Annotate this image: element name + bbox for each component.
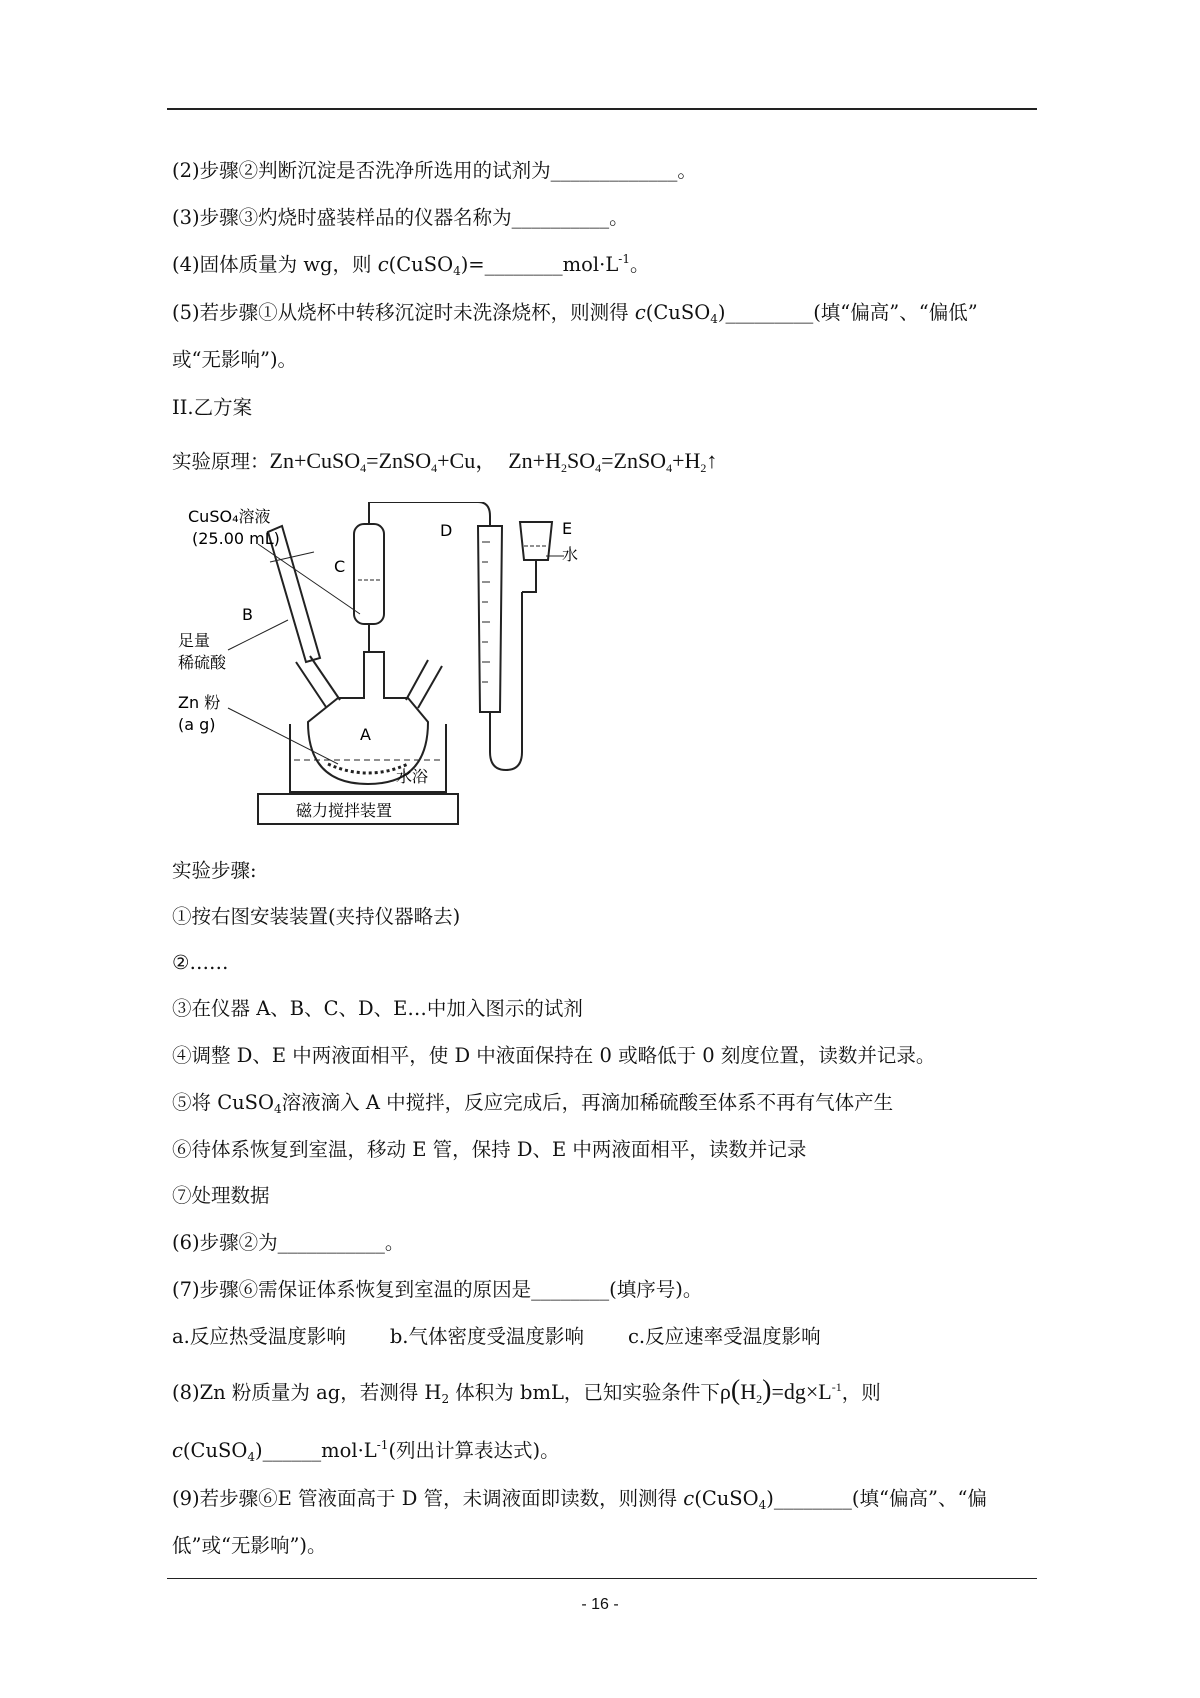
zn-label: Zn 粉 bbox=[178, 693, 221, 712]
option-a: a.反应热受温度影响 bbox=[172, 1325, 346, 1348]
acid-label-1: 足量 bbox=[178, 631, 211, 650]
question-8-cont: $c(CuSO_4)\_\_\_\_\_\_mol\cdot L^{-1}$(列出计算表达式)。 bbox=[172, 1438, 560, 1464]
header-rule bbox=[167, 108, 1037, 110]
step-5: ⑤将 CuSO$_4$溶液滴入 A 中搅拌，反应完成后，再滴加稀硫酸至体系不再有气体产生 bbox=[172, 1091, 894, 1116]
bath-label: 水浴 bbox=[396, 767, 429, 786]
label-b: B bbox=[242, 605, 253, 624]
label-a: A bbox=[360, 725, 371, 744]
step-6: ⑥待体系恢复到室温，移动 E 管，保持 D、E 中两液面相平，读数并记录 bbox=[172, 1138, 807, 1161]
label-e: E bbox=[562, 519, 573, 538]
question-3: (3)步骤③灼烧时盛装样品的仪器名称为__________。 bbox=[172, 206, 629, 229]
principle: 实验原理：Zn+CuSO$_4$=ZnSO$_4$+Cu， $Zn+H_2SO_4=ZnSO_4+H_2↑$ bbox=[172, 448, 718, 475]
label-c: C bbox=[334, 557, 346, 576]
step-1: ①按右图安装装置(夹持仪器略去) bbox=[172, 905, 461, 928]
step-2: ②…… bbox=[172, 951, 229, 974]
question-7: (7)步骤⑥需保证体系恢复到室温的原因是________(填序号)。 bbox=[172, 1278, 703, 1301]
label-d: D bbox=[440, 521, 453, 540]
flask-a bbox=[308, 652, 428, 784]
water-label: 水 bbox=[562, 545, 579, 564]
question-2: (2)步骤②判断沉淀是否洗净所选用的试剂为_____________。 bbox=[172, 159, 697, 182]
option-b: b.气体密度受温度影响 bbox=[389, 1325, 585, 1348]
zn-mass-label: (a g) bbox=[178, 715, 216, 734]
question-4: (4)固体质量为 wg，则 $c(CuSO_4)=\_\_\_\_\_\_\_\_mol\cdot L^{-1}$。 bbox=[172, 252, 650, 278]
step-3: ③在仪器 A、B、C、D、E…中加入图示的试剂 bbox=[172, 997, 583, 1020]
step-4: ④调整 D、E 中两液面相平，使 D 中液面保持在 0 或略低于 0 刻度位置，读数并记录。 bbox=[172, 1044, 936, 1067]
cuso4-volume-label: (25.00 mL) bbox=[192, 529, 280, 548]
question-7-options bbox=[172, 1324, 865, 1350]
question-6: (6)步骤②为___________。 bbox=[172, 1231, 405, 1254]
footer-rule bbox=[167, 1578, 1037, 1579]
steps-title: 实验步骤: bbox=[172, 859, 257, 882]
question-9-cont: 低”或“无影响”)。 bbox=[172, 1534, 327, 1557]
question-9: (9)若步骤⑥E 管液面高于 D 管，未调液面即读数，则测得 c(CuSO$_4$)________(填“偏高”、“偏 bbox=[172, 1487, 987, 1512]
stirrer-label: 磁力搅拌装置 bbox=[296, 801, 393, 820]
question-5: (5)若步骤①从烧杯中转移沉淀时未洗涤烧杯，则测得 c(CuSO$_4$)_________(填“偏高”、“偏低” bbox=[172, 301, 978, 326]
cuso4-label: CuSO₄溶液 bbox=[188, 507, 271, 526]
option-c: c.反应速率受温度影响 bbox=[628, 1325, 821, 1348]
funnel-c bbox=[354, 524, 384, 624]
burette-d bbox=[478, 526, 502, 712]
section-title: II.乙方案 bbox=[172, 396, 253, 419]
apparatus-figure bbox=[178, 502, 598, 827]
apparatus-diagram bbox=[178, 502, 598, 827]
tube-e bbox=[520, 522, 552, 560]
page-number: - 16 - bbox=[581, 1596, 619, 1613]
acid-label-2: 稀硫酸 bbox=[178, 653, 227, 672]
question-5-cont: 或“无影响”)。 bbox=[172, 348, 298, 371]
step-7: ⑦处理数据 bbox=[172, 1184, 270, 1207]
question-8: (8)Zn 粉质量为 ag，若测得 $H_2$ 体积为 bmL，已知实验条件下$\rho(H_2)=dg\times L^{-1}$，则 bbox=[172, 1375, 881, 1406]
